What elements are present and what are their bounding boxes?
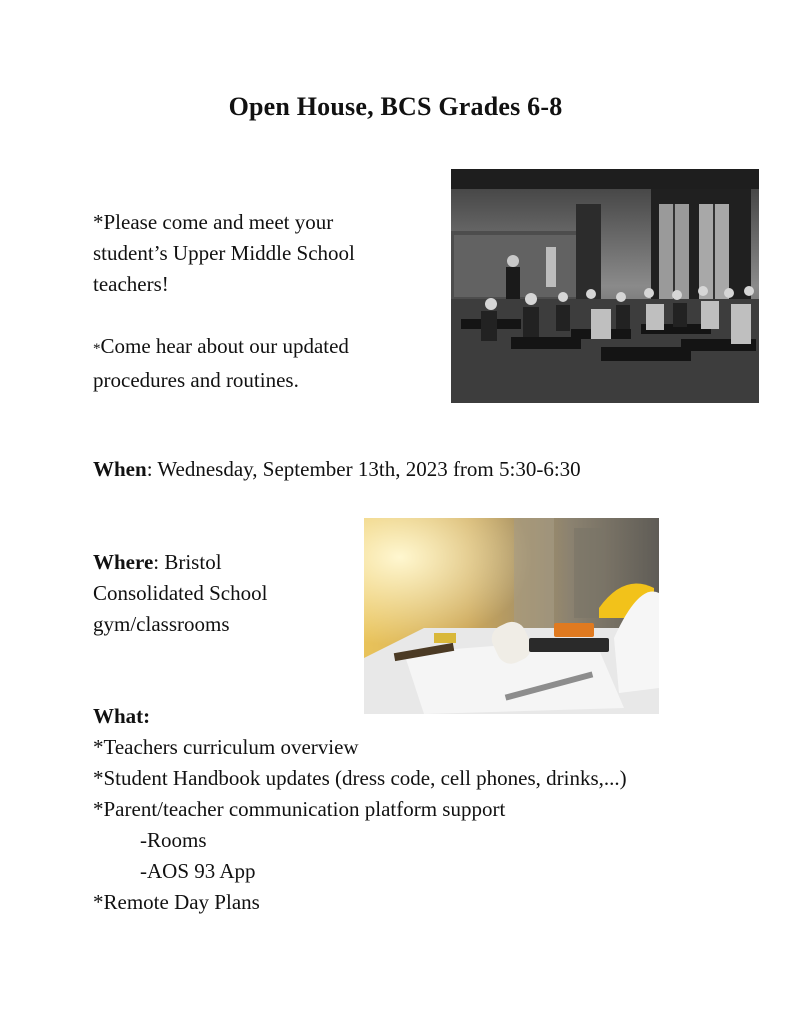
vintage-classroom-photo	[451, 169, 759, 403]
list-item: *Parent/teacher communication platform support	[93, 797, 506, 821]
when-label: When	[93, 457, 147, 481]
intro-line: student’s Upper Middle School	[93, 241, 355, 265]
intro-bullet-2	[93, 331, 349, 396]
list-item: *Student Handbook updates (dress code, cell phones, drinks,...)	[93, 766, 627, 790]
construction-tools-photo	[364, 518, 659, 714]
intro-line: *Please come and meet your	[93, 210, 334, 234]
where-label: Where	[93, 550, 154, 574]
list-subitem: -AOS 93 App	[140, 859, 256, 883]
page-title: Open House, BCS Grades 6-8	[228, 92, 563, 121]
bullet-star: *	[93, 341, 101, 357]
list-item: *Teachers curriculum overview	[93, 735, 359, 759]
intro-line: procedures and routines.	[93, 368, 299, 392]
where-value: Consolidated School	[93, 581, 268, 605]
list-item: *Remote Day Plans	[93, 890, 260, 914]
where-value: gym/classrooms	[93, 612, 230, 636]
when-value: : Wednesday, September 13th, 2023 from 5:30-6:30	[146, 457, 581, 481]
intro-line: teachers!	[93, 272, 169, 296]
intro-line: Come hear about our updated	[100, 334, 349, 358]
where-value: : Bristol	[153, 550, 222, 574]
what-label: What:	[93, 704, 151, 728]
where-block	[93, 547, 267, 640]
when-line	[93, 454, 581, 485]
what-block	[93, 701, 627, 918]
intro-block	[93, 207, 355, 300]
list-subitem: -Rooms	[140, 828, 207, 852]
